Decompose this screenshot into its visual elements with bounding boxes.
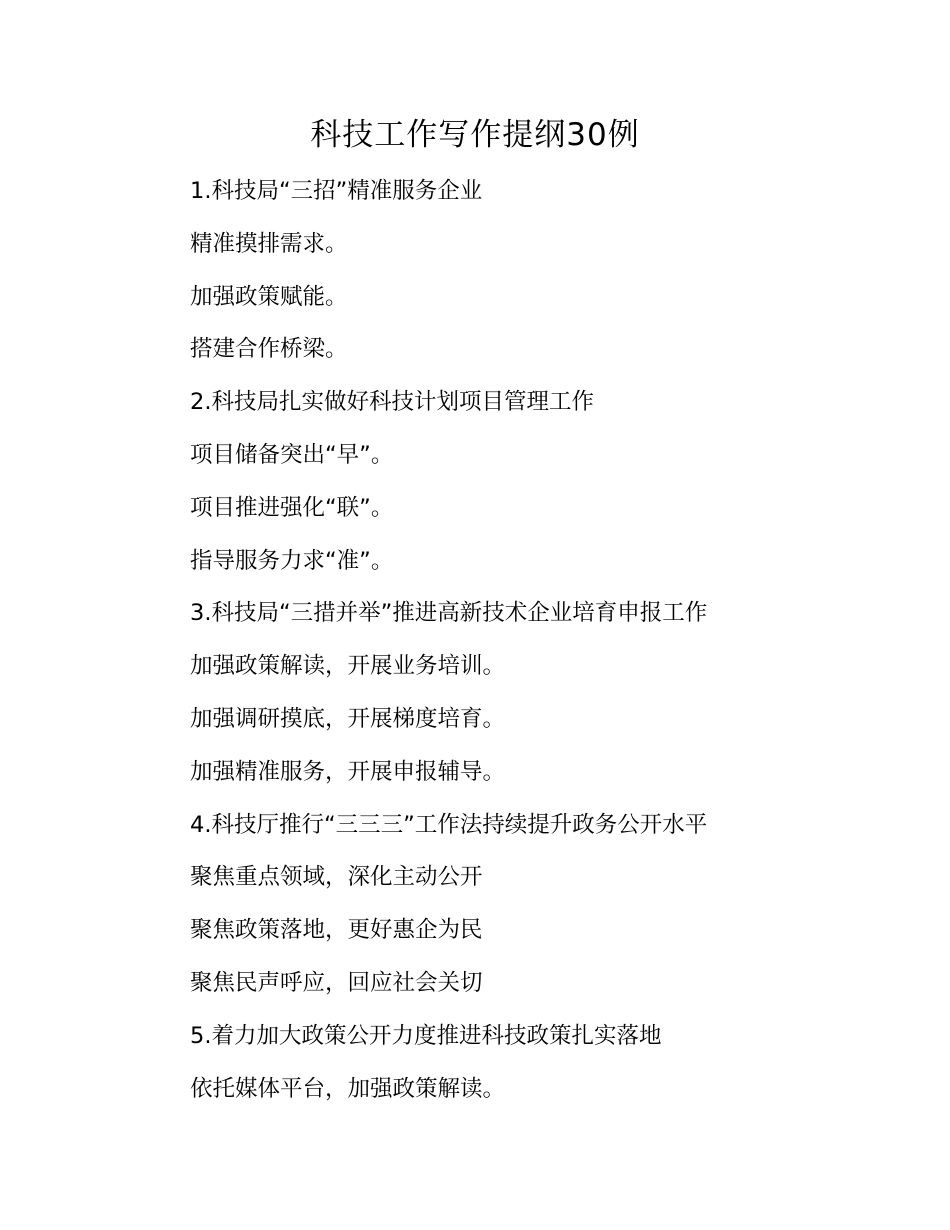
text-line: 精准摸排需求。 (190, 230, 348, 257)
section-heading: 3.科技局“三措并举”推进高新技术企业培育申报工作 (190, 600, 708, 627)
section-heading: 1.科技局“三招”精准服务企业 (190, 178, 483, 204)
text-line: 加强调研摸底，开展梯度培育。 (190, 705, 506, 732)
text-line: 加强政策赋能。 (190, 283, 348, 310)
text-line: 项目储备突出“早”。 (190, 441, 394, 468)
text-line: 指导服务力求“准”。 (190, 547, 394, 574)
document-body (190, 165, 890, 1115)
text-line: 项目推进强化“联”。 (190, 494, 394, 521)
text-line: 加强政策解读，开展业务培训。 (190, 653, 506, 680)
section-heading: 5.着力加大政策公开力度推进科技政策扎实落地 (190, 1022, 662, 1049)
text-line: 搭建合作桥梁。 (190, 336, 348, 363)
section-heading: 2.科技局扎实做好科技计划项目管理工作 (190, 389, 594, 416)
section-heading: 4.科技厅推行“三三三”工作法持续提升政务公开水平 (190, 811, 708, 838)
text-line: 依托媒体平台，加强政策解读。 (190, 1075, 506, 1102)
text-line: 聚焦政策落地，更好惠企为民 (190, 917, 483, 944)
text-line: 加强精准服务，开展申报辅导。 (190, 758, 506, 785)
text-line: 聚焦民声呼应，回应社会关切 (190, 969, 483, 996)
text-line: 聚焦重点领域，深化主动公开 (190, 864, 483, 891)
document-title: 科技工作写作提纲30例 (310, 117, 640, 153)
